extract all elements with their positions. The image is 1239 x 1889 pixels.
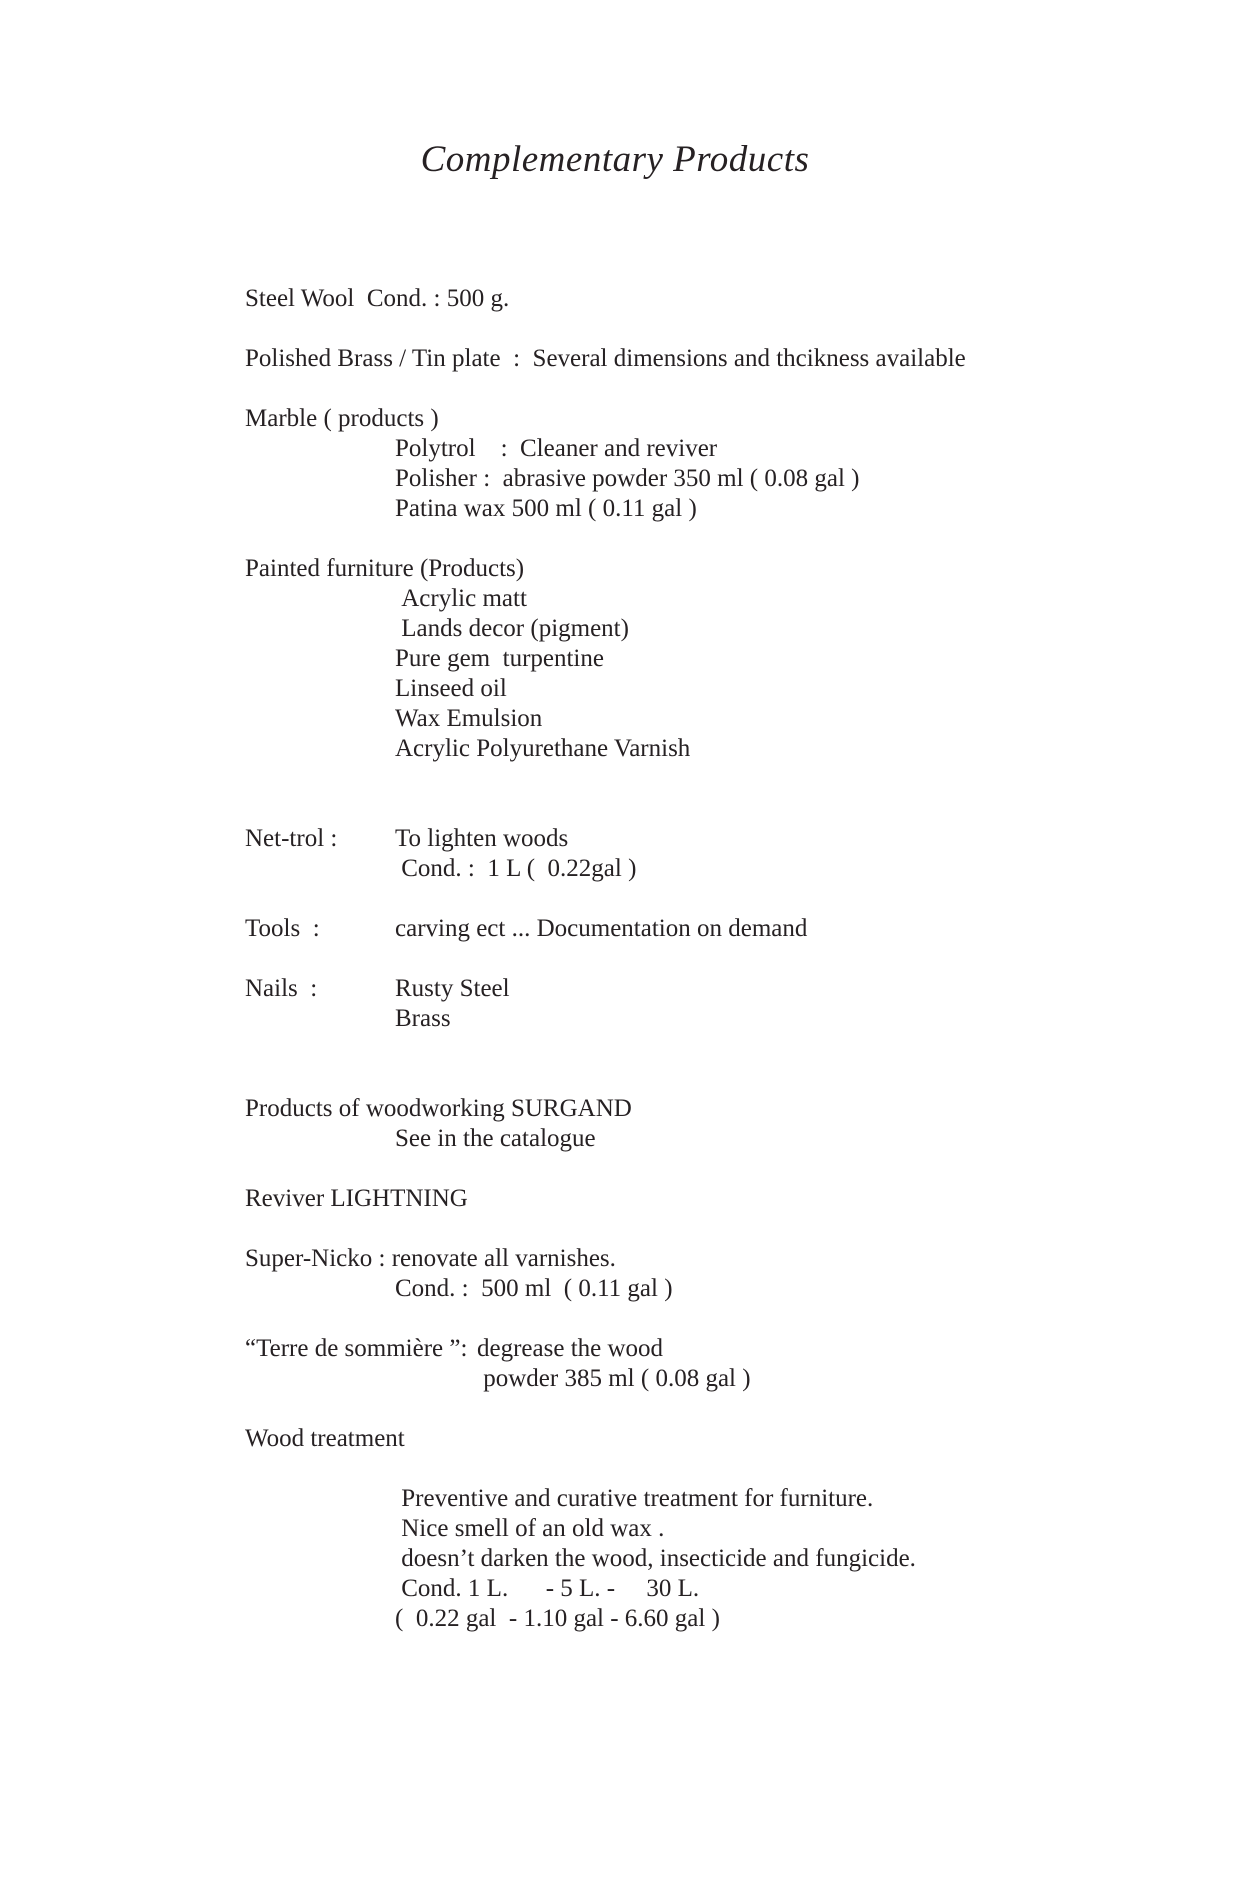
- steel-wool-line: Steel Wool Cond. : 500 g.: [245, 285, 510, 312]
- painted-furniture-heading: Painted furniture (Products): [245, 555, 525, 582]
- net-trol-line: [245, 824, 1165, 854]
- net-trol-label: Net-trol :: [245, 825, 338, 852]
- painted-furniture-item: Lands decor (pigment): [395, 615, 629, 642]
- tools-label: Tools :: [245, 915, 320, 942]
- tools-description: carving ect ... Documentation on demand: [395, 915, 808, 942]
- nails-label: Nails :: [245, 975, 318, 1002]
- wood-treatment-detail: Cond. 1 L. - 5 L. - 30 L.: [395, 1575, 700, 1602]
- surgand-note: See in the catalogue: [395, 1125, 596, 1152]
- surgand-heading: Products of woodworking SURGAND: [245, 1095, 632, 1122]
- marble-heading: Marble ( products ): [245, 405, 439, 432]
- wood-treatment-heading: Wood treatment: [245, 1425, 405, 1452]
- terre-de-sommiere-label: “Terre de sommière ”:: [245, 1335, 468, 1362]
- terre-de-sommiere-line: [245, 1334, 1165, 1364]
- painted-furniture-item: Acrylic Polyurethane Varnish: [395, 735, 691, 762]
- super-nicko-heading: Super-Nicko : renovate all varnishes.: [245, 1245, 616, 1272]
- painted-furniture-item: Linseed oil: [395, 675, 507, 702]
- marble-item: Polisher : abrasive powder 350 ml ( 0.08 gal ): [395, 465, 860, 492]
- terre-de-sommiere-cond: powder 385 ml ( 0.08 gal ): [477, 1365, 751, 1392]
- tools-line: [245, 914, 1165, 944]
- wood-treatment-detail: Preventive and curative treatment for furniture.: [395, 1485, 874, 1512]
- marble-item: Patina wax 500 ml ( 0.11 gal ): [395, 495, 697, 522]
- marble-item: Polytrol : Cleaner and reviver: [395, 435, 718, 462]
- nails-item: Brass: [395, 1005, 451, 1032]
- painted-furniture-item: Wax Emulsion: [395, 705, 543, 732]
- net-trol-cond: Cond. : 1 L ( 0.22gal ): [395, 855, 637, 882]
- nails-line: [245, 974, 1165, 1004]
- document-body: [245, 284, 1165, 1634]
- super-nicko-cond: Cond. : 500 ml ( 0.11 gal ): [395, 1275, 673, 1302]
- wood-treatment-detail: Nice smell of an old wax .: [395, 1515, 665, 1542]
- wood-treatment-detail: ( 0.22 gal - 1.10 gal - 6.60 gal ): [395, 1605, 720, 1632]
- terre-de-sommiere-description: degrease the wood: [477, 1335, 664, 1362]
- reviver-line: Reviver LIGHTNING: [245, 1185, 468, 1212]
- wood-treatment-detail: doesn’t darken the wood, insecticide and fungicide.: [395, 1545, 916, 1572]
- page-title: Complementary Products: [420, 139, 810, 180]
- polished-brass-line: Polished Brass / Tin plate : Several dimensions and thcikness available: [245, 345, 966, 372]
- painted-furniture-item: Acrylic matt: [395, 585, 527, 612]
- painted-furniture-item: Pure gem turpentine: [395, 645, 604, 672]
- net-trol-description: To lighten woods: [395, 825, 569, 852]
- nails-item: Rusty Steel: [395, 975, 510, 1002]
